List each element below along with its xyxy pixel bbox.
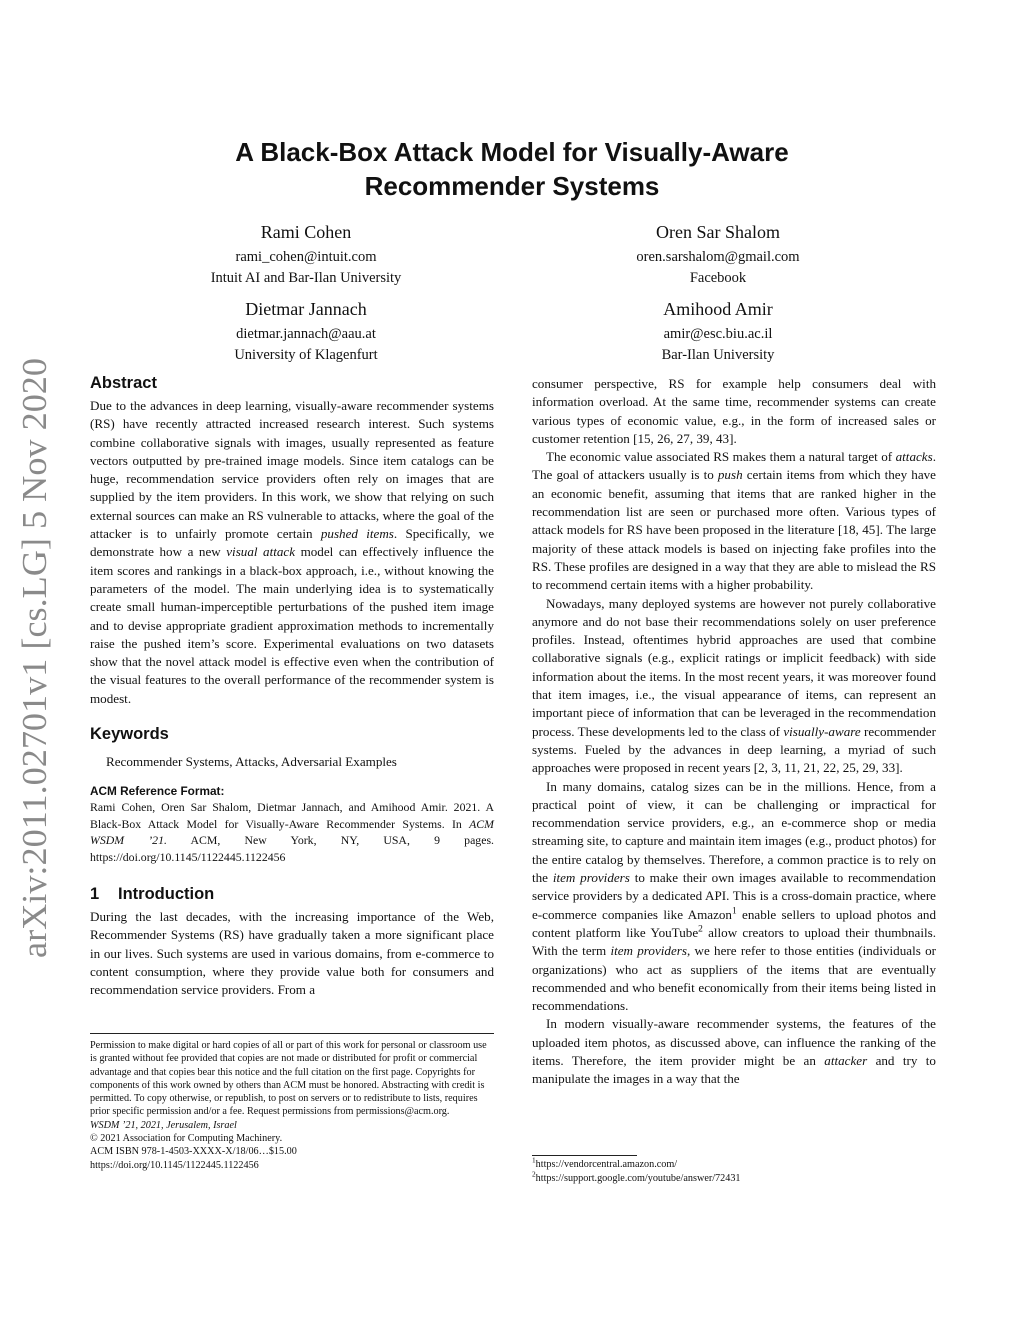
author-affiliation: University of Klagenfurt (234, 346, 378, 363)
body-paragraph: In many domains, catalog sizes can be in the millions. Hence, from a practical point of view, it can be challenging or impractical for recommendation service providers, e.g., an e-commerce shop or media streaming site, to capture and maintain item images (e.g., product photos) for the entire catalog by themselves. Therefore, a common practice is to rely on the item providers to make their own images available to recommendation service providers by a dedicated API. This is a cross-domain practice, where e-commerce companies like Amazon$^1$ enable sellers to upload photos and content platform like YouTube$^2$ allow creators to upload their thumbnails. With the term item providers, we here refer to those entities (individuals or organizations) who act as suppliers of the items that are eventually recommended and who benefit economically from their items being listed in recommendations. (532, 778, 937, 1014)
left-column (90, 372, 494, 999)
body-paragraph: Nowadays, many deployed systems are however not purely collaborative anymore and do not base their recommendations solely on user preference profiles. Instead, oftentimes hybrid approaches are used that combine collaborative signals (e.g., explicit ratings or implicit feedback) with side information about the items. In the most recent years, it was moreover found that item images, i.e., the visual appearance of items, can represent an important piece of information that can be leveraged in the recommendation process. These developments led to the class of visually-aware recommender systems. Fueled by the advances in deep learning, a myriad of such approaches were proposed in recent years [2, 3, 11, 21, 22, 25, 29, 33]. (532, 595, 936, 776)
footnote-ref-1: 1 (731, 906, 737, 917)
author-affiliation: Facebook (689, 269, 747, 286)
introduction-paragraph-1: During the last decades, with the increasing importance of the Web, Recommender Systems (RS) have gradually taken a more significant place in our lives. Such systems are used in various domains, from e-commerce to content consumption, where they provide value both for consumers and recommendation service providers. From a (90, 908, 494, 998)
author-affiliation: Intuit AI and Bar-Ilan University (210, 269, 402, 286)
author-email: oren.sarshalom@gmail.com (636, 249, 800, 265)
paper-title-line-2: Recommender Systems (364, 171, 660, 201)
author-block-4 (538, 297, 898, 365)
body-paragraph: The economic value associated RS makes them a natural target of attacks. The goal of attackers usually is to push certain items from which they have an economic benefit, assuming that items that are ranked higher in the recommendation list are seen or purchased more often. Various types of attack models for RS have been proposed in the literature [18, 45]. The large majority of these attack models is based on injecting fake profiles into the RS. These profiles are designed in a way that they are able to mislead the RS to recommend certain items with a higher probability. (532, 449, 936, 593)
footnote-divider (532, 1155, 637, 1156)
footnote-2: $^2$https://support.google.com/youtube/answer/72431 (532, 1169, 741, 1184)
author-block-2 (538, 220, 898, 288)
author-email: dietmar.jannach@aau.at (236, 326, 376, 342)
author-name: Oren Sar Shalom (656, 222, 780, 242)
author-email: rami_cohen@intuit.com (235, 249, 377, 265)
acm-reference-text: Rami Cohen, Oren Sar Shalom, Dietmar Jannach, and Amihood Amir. 2021. A Black-Box Attack Model for Visually-Aware Recommender Systems. In ACM WSDM ’21. ACM, New York, NY, USA, 9 pages. https://doi.org/10.1145/1122445.1122456 (90, 800, 494, 864)
doi-line: https://doi.org/10.1145/1122445.1122456 (90, 1159, 259, 1171)
author-block-1 (126, 220, 486, 288)
author-name: Dietmar Jannach (245, 299, 367, 319)
acm-reference-heading: ACM Reference Format: (90, 784, 225, 799)
arxiv-identifier-text: arXiv:2011.02701v1 [cs.LG] 5 Nov 2020 (15, 377, 54, 958)
copyright-line: © 2021 Association for Computing Machinery. (90, 1133, 283, 1145)
footnote-ref-2: 2 (698, 924, 703, 935)
isbn-line: ACM ISBN 978-1-4503-XXXX-X/18/06…$15.00 (90, 1146, 297, 1158)
permission-text: Permission to make digital or hard copies of all or part of this work for personal or classroom use is granted without fee provided that copies are not made or distributed for profit or commercial advantage and that copies bear this notice and the full citation on the first page. Copyrights for components of this work owned by others than ACM must be honored. Abstracting with credit is permitted. To copy otherwise, or republish, to post on servers or to redistribute to lists, requires prior specific permission and/or a fee. Request permissions from permissions@acm.org. (90, 1040, 487, 1118)
keywords-heading: Keywords (90, 725, 169, 744)
right-column (532, 375, 936, 1089)
permission-divider (90, 1033, 494, 1034)
abstract-heading: Abstract (90, 374, 157, 392)
abstract-paragraph: Due to the advances in deep learning, visually-aware recommender systems (RS) have recently attracted increased research interest. Such systems combine collaborative signals with images, usually represented as feature vectors outputted by pre-trained image models. Since item catalogs can be huge, recommendation service providers often rely on images that are supplied by the item providers. In this work, we show that relying on such external sources can make an RS vulnerable to attacks, where the goal of the attacker is to unfairly promote certain pushed items. Specifically, we demonstrate how a new visual attack model can effectively influence the item scores and rankings in a black-box approach, i.e., without knowing the parameters of the model. The main underlying idea is to systematically create small human-imperceptible perturbations of the pushed item image and to devise appropriate gradient approximation methods to incrementally raise the pushed item’s score. Experimental evaluations on two datasets show that the novel attack model is effective even when the contribution of the visual features to the overall performance of the recommender system is modest. (90, 398, 495, 706)
body-paragraph: consumer perspective, RS for example help consumers deal with information overload. At the same time, recommender systems can create various types of economic value, e.g., in the form of increased sales or customer retention [15, 26, 27, 39, 43]. (532, 376, 936, 446)
paper-title-line-1: A Black-Box Attack Model for Visually-Aware (235, 137, 789, 167)
introduction-heading: 1 Introduction (90, 884, 215, 903)
author-block-3 (126, 297, 486, 365)
author-affiliation: Bar-Ilan University (661, 346, 775, 363)
permission-notice (90, 1039, 494, 1172)
author-name: Rami Cohen (260, 222, 352, 242)
author-email: amir@esc.biu.ac.il (663, 326, 773, 342)
keywords-list: Recommender Systems, Attacks, Adversarial Examples (106, 754, 397, 770)
author-name: Amihood Amir (663, 299, 773, 319)
arxiv-identifier-stamp (8, 355, 58, 960)
conference-venue: WSDM ’21, 2021, Jerusalem, Israel (90, 1119, 237, 1131)
body-paragraph: In modern visually-aware recommender systems, the features of the uploaded item photos, as discussed above, can influence the ranking of the items. Therefore, the item provider might be an attacker and try to manipulate the images in a way that the (532, 1016, 936, 1087)
footnote-1: $^1$https://vendorcentral.amazon.com/ (532, 1155, 678, 1170)
paper-title (120, 135, 904, 203)
